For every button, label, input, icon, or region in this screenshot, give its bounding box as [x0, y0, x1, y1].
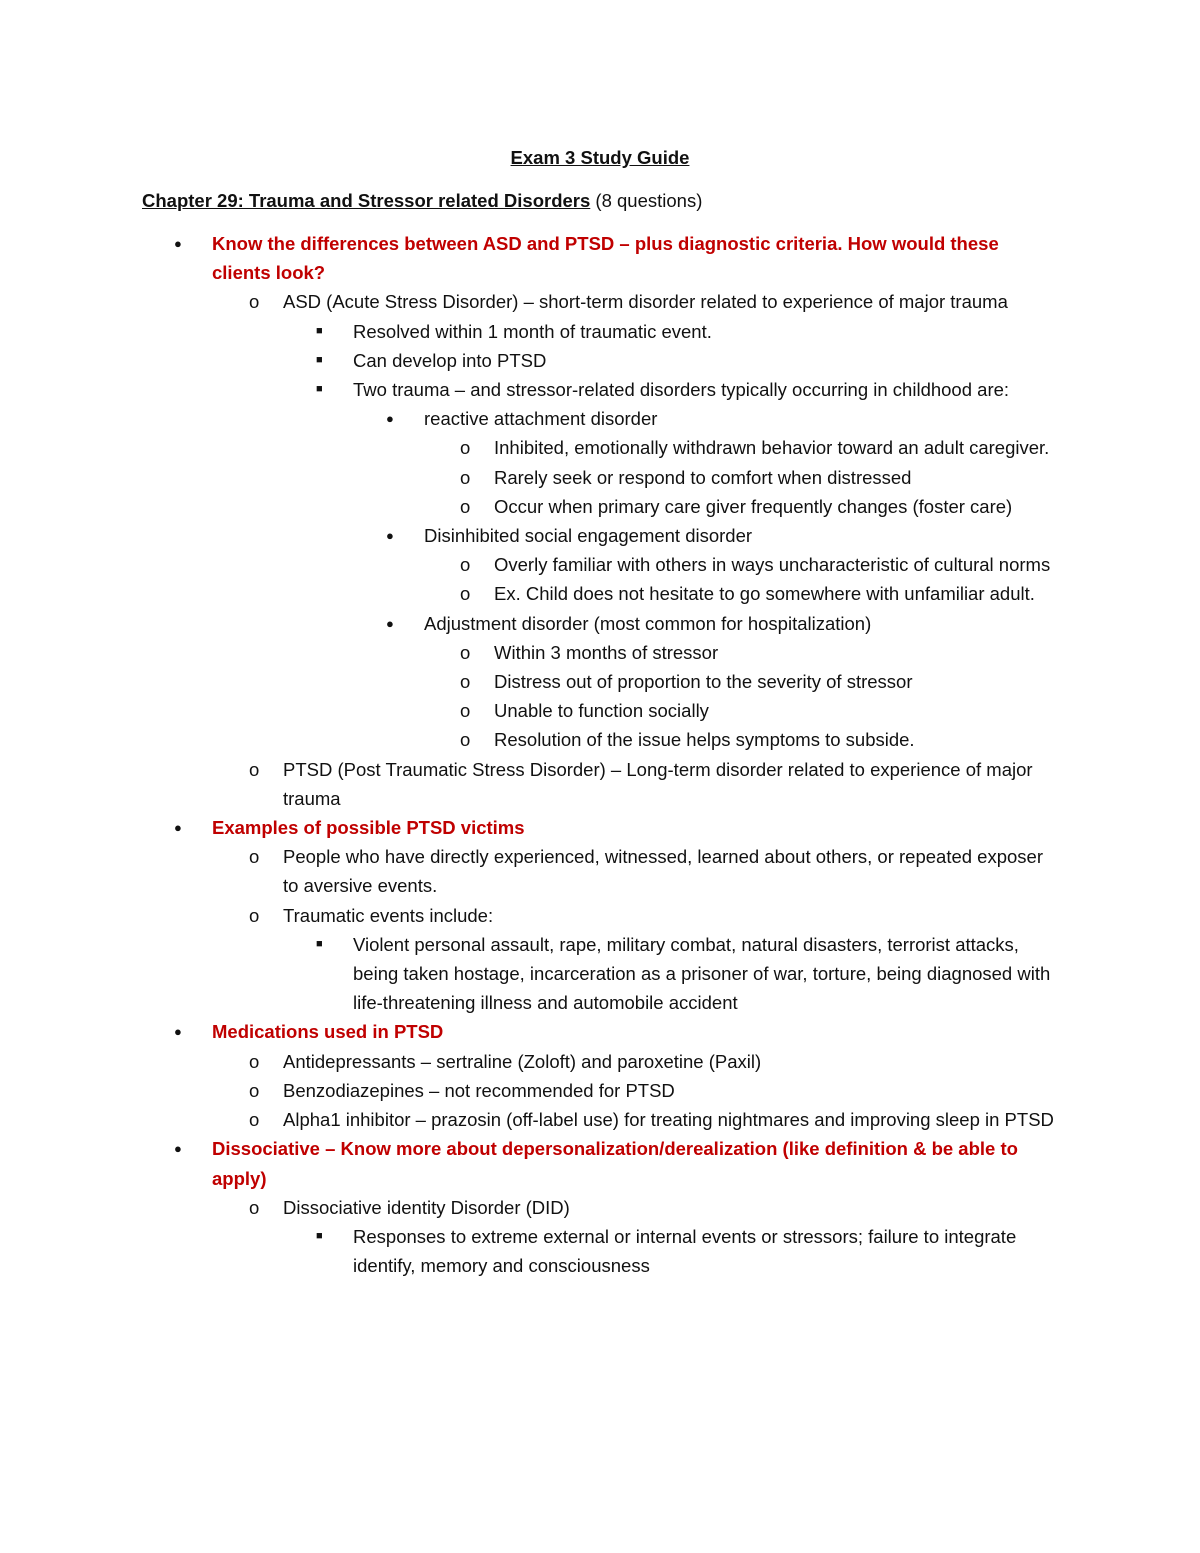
outline-item-level-5 — [0, 463, 1064, 492]
outline-item-level-2 — [0, 842, 1063, 900]
page-title: Exam 3 Study Guide — [510, 147, 690, 168]
bullet-marker: ● — [174, 236, 182, 251]
outline-item-text: Disinhibited social engagement disorder — [424, 525, 753, 547]
bullet-marker: o — [460, 466, 471, 488]
outline-item-text: Violent personal assault, rape, military combat, natural disasters, terrorist attacks, being taken hostage, incarceration as a prisoner of war, torture, being diagnosed with life-threatening illness and automobile accident — [353, 933, 1051, 1014]
outline-item-level-1 — [0, 1017, 1062, 1046]
outline-item-text: Can develop into PTSD — [353, 349, 547, 371]
outline-item-level-5 — [0, 550, 1064, 579]
study-outline — [0, 229, 1200, 1280]
bullet-marker: o — [249, 1196, 260, 1218]
outline-item-text: Alpha1 inhibitor – prazosin (off-label use) for treating nightmares and improving sleep in PTSD — [283, 1109, 1054, 1131]
bullet-marker: o — [460, 495, 471, 517]
chapter-title: Chapter 29: Trauma and Stressor related Disorders — [142, 190, 591, 211]
outline-item-level-2 — [0, 1047, 1063, 1076]
bullet-marker: o — [460, 554, 471, 576]
outline-item-level-5 — [0, 725, 1064, 754]
outline-item-text: Within 3 months of stressor — [494, 641, 719, 663]
outline-item-level-4 — [0, 404, 1064, 433]
bullet-marker: o — [460, 700, 471, 722]
bullet-marker: o — [460, 641, 471, 663]
outline-item-level-3 — [0, 375, 1063, 404]
outline-item-text: ASD (Acute Stress Disorder) – short-term disorder related to experience of major trauma — [283, 291, 1008, 313]
bullet-marker: ■ — [316, 937, 323, 950]
chapter-note: (8 questions) — [590, 190, 703, 211]
outline-item-text: Unable to function socially — [494, 700, 709, 722]
outline-item-level-2 — [0, 1105, 1063, 1134]
outline-item-text: People who have directly experienced, witnessed, learned about others, or repeated exposer to aversive events. — [283, 846, 1043, 897]
outline-item-level-2 — [0, 1193, 1063, 1222]
chapter-heading — [142, 186, 702, 215]
outline-item-level-3 — [0, 346, 1063, 375]
outline-item-level-2 — [0, 1076, 1063, 1105]
outline-item-level-5 — [0, 667, 1064, 696]
bullet-marker: ● — [386, 528, 394, 544]
bullet-marker: o — [460, 437, 471, 459]
outline-item-level-5 — [0, 579, 1064, 608]
outline-item-text: Overly familiar with others in ways uncharacteristic of cultural norms — [494, 554, 1051, 576]
bullet-marker: ● — [174, 1141, 182, 1157]
outline-item-level-5 — [0, 638, 1064, 667]
outline-item-text: PTSD (Post Traumatic Stress Disorder) – Long-term disorder related to experience of major trauma — [283, 758, 1033, 809]
outline-item-text: Benzodiazepines – not recommended for PTSD — [283, 1079, 675, 1101]
outline-item-text: Responses to extreme external or internal events or stressors; failure to integrate identify, memory and consciousness — [353, 1225, 1017, 1277]
bullet-marker: o — [249, 1079, 260, 1101]
bullet-marker: o — [249, 904, 260, 926]
outline-item-level-2 — [0, 755, 1063, 813]
bullet-marker: ● — [386, 411, 394, 427]
bullet-marker: o — [249, 1050, 260, 1072]
outline-item-text: Examples of possible PTSD victims — [212, 817, 525, 839]
outline-item-text: reactive attachment disorder — [424, 408, 658, 430]
outline-item-level-3 — [0, 930, 1063, 1018]
bullet-marker: o — [249, 846, 260, 868]
outline-item-level-1 — [0, 1134, 1062, 1192]
outline-item-text: Medications used in PTSD — [212, 1021, 444, 1043]
outline-item-text: Ex. Child does not hesitate to go somewhere with unfamiliar adult. — [494, 583, 1035, 605]
bullet-marker: ● — [386, 615, 394, 631]
outline-item-level-5 — [0, 696, 1064, 725]
outline-item-text: Inhibited, emotionally withdrawn behavior toward an adult caregiver. — [494, 437, 1050, 459]
outline-item-text: Traumatic events include: — [283, 904, 494, 926]
outline-item-text: Occur when primary care giver frequently changes (foster care) — [494, 495, 1013, 517]
outline-item-level-4 — [0, 609, 1064, 638]
outline-item-text: Resolution of the issue helps symptoms to subside. — [494, 729, 915, 751]
bullet-marker: o — [249, 1109, 260, 1131]
outline-item-level-3 — [0, 1222, 1063, 1280]
outline-item-level-2 — [0, 287, 1063, 316]
bullet-marker: ■ — [316, 353, 323, 366]
outline-item-level-5 — [0, 492, 1064, 521]
outline-item-level-4 — [0, 521, 1064, 550]
outline-item-text: Two trauma – and stressor-related disorders typically occurring in childhood are: — [353, 379, 1010, 401]
outline-item-level-1 — [0, 813, 1062, 842]
outline-item-text: Dissociative identity Disorder (DID) — [283, 1196, 570, 1218]
outline-item-level-2 — [0, 901, 1063, 930]
outline-item-level-5 — [0, 433, 1064, 462]
outline-item-text: Distress out of proportion to the severity of stressor — [494, 671, 913, 693]
bullet-marker: ● — [174, 820, 182, 836]
bullet-marker: ● — [174, 1024, 182, 1040]
outline-item-level-1 — [0, 229, 1062, 287]
bullet-marker: o — [460, 671, 471, 693]
outline-item-text: Adjustment disorder (most common for hospitalization) — [424, 612, 872, 634]
bullet-marker: ■ — [316, 1229, 323, 1242]
bullet-marker: o — [460, 583, 471, 605]
outline-item-text: Resolved within 1 month of traumatic event. — [353, 320, 712, 342]
outline-item-level-3 — [0, 317, 1063, 346]
outline-item-text: Dissociative – Know more about depersonalization/derealization (like definition & be able to apply) — [212, 1138, 1018, 1189]
outline-item-text: Know the differences between ASD and PTSD – plus diagnostic criteria. How would these clients look? — [212, 233, 999, 284]
bullet-marker: o — [249, 758, 260, 780]
bullet-marker: o — [249, 291, 260, 313]
outline-item-text: Rarely seek or respond to comfort when distressed — [494, 466, 912, 488]
bullet-marker: ■ — [316, 324, 323, 337]
bullet-marker: o — [460, 729, 471, 751]
bullet-marker: ■ — [316, 383, 323, 396]
outline-item-text: Antidepressants – sertraline (Zoloft) and paroxetine (Paxil) — [283, 1050, 762, 1072]
